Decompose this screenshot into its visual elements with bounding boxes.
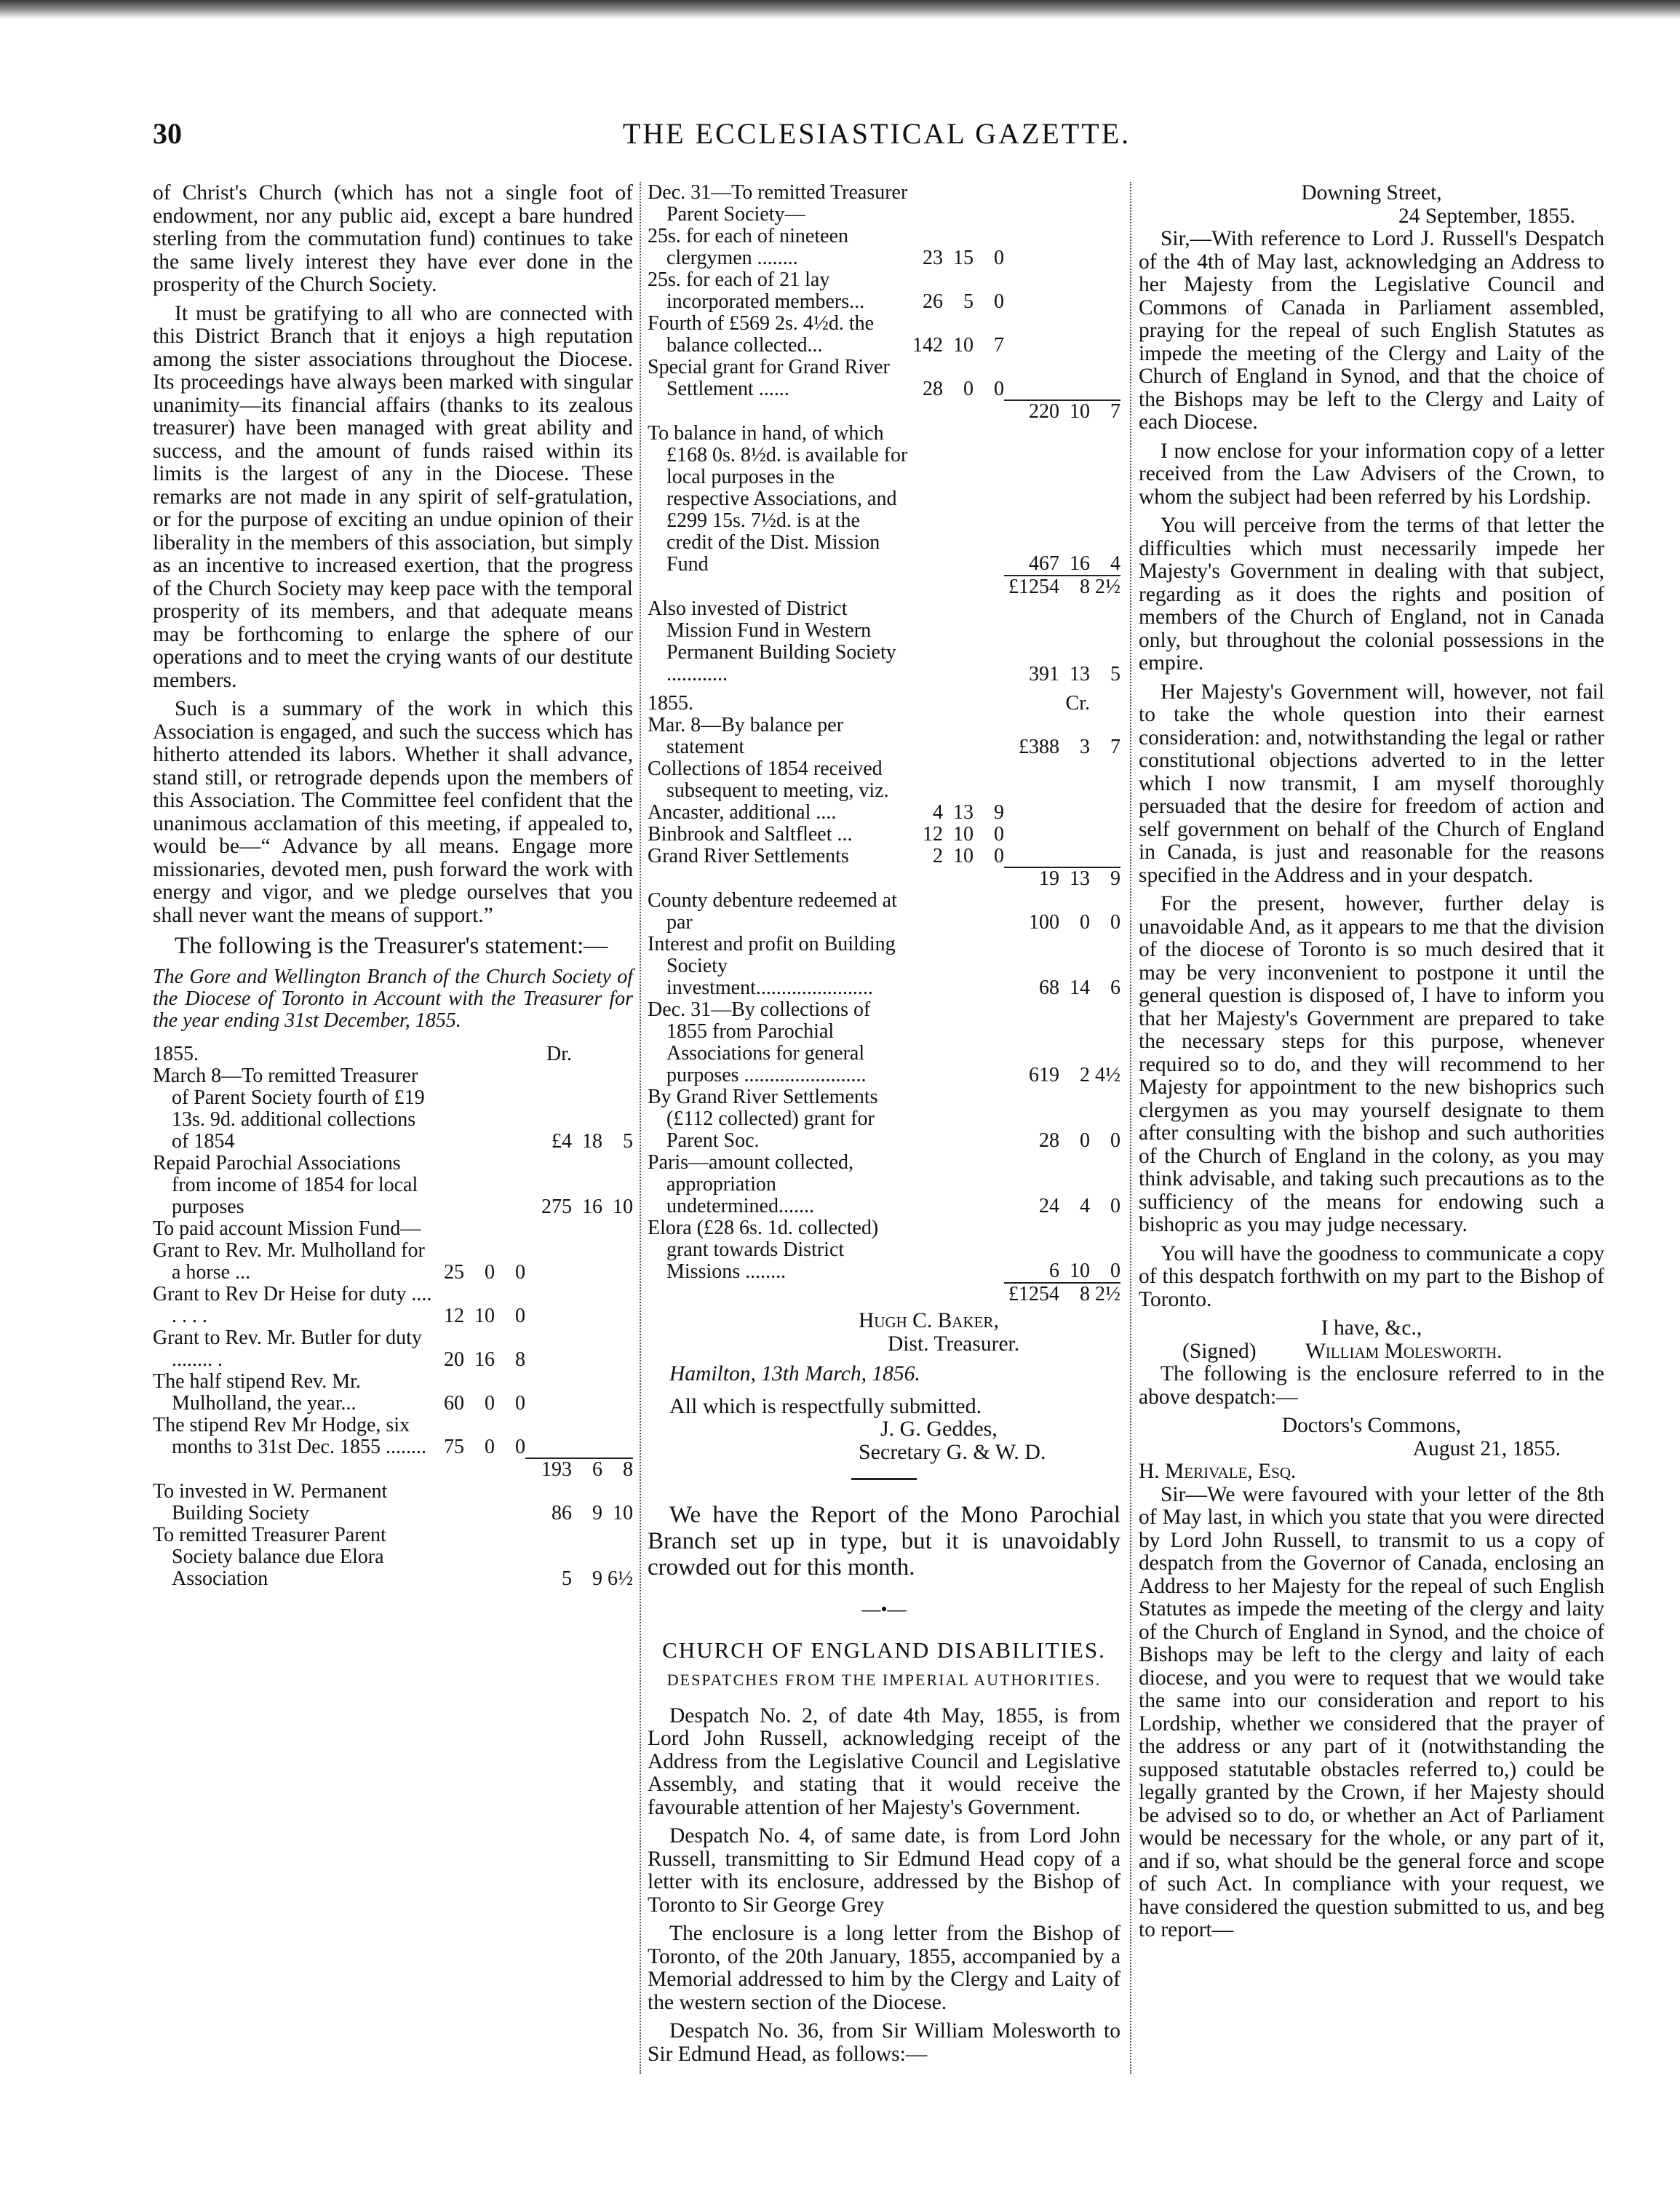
divider (851, 1478, 917, 1480)
paragraph: Despatch No. 4, of same date, is from Lord John Russell, transmitting to Sir Edmund Head copy of a letter with its enclosure, addressed by the Bishop of Toronto to Sir George Grey (648, 1824, 1120, 1917)
ledger-subtotal: 19 13 9 (648, 867, 1120, 890)
ledger-year: 1855. (153, 1043, 199, 1065)
ledger-total: £1254 8 2½ (648, 1283, 1120, 1305)
ledger-cr-label: Cr. (1065, 692, 1090, 715)
paragraph: The following is the Treasurer's statement:— (175, 933, 608, 959)
ledger-row: Special grant for Grand River Settlement ...... 28 0 0 (648, 356, 1004, 400)
account-heading: The Gore and Wellington Branch of the Church Society of the Diocese of Toronto in Account with the Treasurer for the year ending 31st December, 1855. (153, 966, 633, 1032)
debit-ledger-continued (648, 182, 1120, 1305)
ledger-row: Collections of 1854 received subsequent to meeting, viz. (648, 757, 889, 802)
page-number: 30 (153, 117, 182, 150)
column-2 (648, 182, 1120, 2072)
ledger-row: To balance in hand, of which £168 0s. 8½d. is available for local purposes in the respective Associations, and £299 15s. 7½d. is at the credit of the Dist. Mission Fund 467 16 4 (648, 422, 1120, 576)
treasurer-name: Hugh C. Baker, (859, 1309, 999, 1332)
mono-note: We have the Report of the Mono Parochial Branch set up in type, but it is unavoidably crowded out for this month. (648, 1502, 1120, 1580)
letter-closing: I have, &c., (1321, 1316, 1422, 1340)
ledger-row: Interest and profit on Building Society investment....................... 68 14 6 (648, 933, 1120, 999)
ledger-row: Grant to Rev. Mr. Butler for duty ........ . 20 16 8 (153, 1327, 525, 1371)
ornament: —•— (861, 1599, 907, 1620)
ledger-row: Fourth of £569 2s. 4½d. the balance collected... 142 10 7 (648, 312, 1004, 357)
submitted-line: All which is respectfully submitted. (669, 1393, 982, 1418)
ledger-subtotal: 220 10 7 (648, 400, 1120, 423)
secretary-name: J. G. Geddes, (880, 1417, 998, 1441)
ledger-row: Repaid Parochial Associations from income of 1854 for local purposes 275 16 10 (153, 1152, 633, 1218)
paragraph: Her Majesty's Government will, however, not fail to take the whole question into their earnest consideration: and, notwithstanding the legal or rather constitutional objections adverted to in the letter which I now transmit, I am myself thoroughly persuaded that the desire for freedom of action and self government on behalf of the Church of England in Canada, is just and reasonable for the reasons specified in the Address and in your despatch. (1139, 680, 1604, 887)
ledger-row: County debenture redeemed at par 100 0 0 (648, 889, 1120, 934)
signed-label: (Signed) (1182, 1339, 1257, 1363)
column-1 (153, 182, 633, 1590)
ledger-total: £1254 8 2½ (648, 576, 1120, 598)
letter-date: August 21, 1855. (1412, 1436, 1561, 1460)
section-title: CHURCH OF ENGLAND DISABILITIES. (662, 1637, 1106, 1663)
ledger-row: Mar. 8—By balance per statement £388 3 7 (648, 714, 1120, 758)
ledger-row: To invested in W. Permanent Building Society 86 9 10 (153, 1480, 633, 1524)
signature-line (1139, 1340, 1604, 1364)
ledger-row: Binbrook and Saltfleet ... 12 10 0 (648, 823, 1004, 846)
ledger-subtotal: 193 6 8 (153, 1458, 633, 1481)
ledger-row: The half stipend Rev. Mr. Mulholland, the year... 60 0 0 (153, 1370, 525, 1415)
page-header (153, 116, 1601, 160)
addressee: H. Merivale, Esq. (1139, 1460, 1297, 1483)
ledger-row: Paris—amount collected, appropriation undetermined....... 24 4 0 (648, 1151, 1120, 1217)
paragraph: For the present, however, further delay is unavoidable And, as it appears to me that the division of the diocese of Toronto is so much desired that it may be very inconvenient to postpone it until the general question is disposed of, I have to inform you that her Majesty's Government are prepared to take the necessary steps for this purpose, whenever required so to do, and they will recommend to her Majesty for appointment to the new bishoprics such clergymen as you may yourself designate to them after consulting with the bishop and such authorities of the Church of England in the colony, as you may think advisable, and taking such precautions as to the sufficiency of the means for endowing such a bishopric as you may judge necessary. (1139, 892, 1604, 1236)
paragraph: I now enclose for your information copy of a letter received from the Law Advisers of the Crown, to whom the subject had been referred by his Lordship. (1139, 439, 1604, 509)
ledger-row: Dec. 31—To remitted Treasurer Parent Society— (648, 181, 908, 226)
ledger-head (153, 1043, 633, 1065)
secretary-title: Secretary G. & W. D. (859, 1439, 1046, 1464)
paragraph: of Christ's Church (which has not a single foot of endowment, nor any public aid, except a bare hundred sterling from the commutation fund) continues to take the same lively interest they have ever done in the prosperity of the Church Society. (153, 181, 633, 296)
ledger-row: Also invested of District Mission Fund in Western Permanent Building Society ............ 391 13 5 (648, 597, 1120, 685)
ledger-row: 25s. for each of 21 lay incorporated members... 26 5 0 (648, 269, 1004, 313)
section-subtitle: DESPATCHES FROM THE IMPERIAL AUTHORITIES. (666, 1671, 1102, 1689)
paragraph: It must be gratifying to all who are connected with this District Branch that it enjoys a high reputation among the sister associations throughout the Diocese. Its proceedings have always been marked with singular unanimity—its financial affairs (thanks to its zealous treasurer) have been managed with great ability and success, and the amount of funds raised within its limits is the largest of any in the Diocese. These remarks are not made in any spirit of self-gratulation, or for the purpose of exciting an undue opinion of their liberality in the members of this association, but simply as an incentive to increased exertion, that the progress of the Church Society may keep pace with the temporal prosperity of its members, and that adequate means may be forthcoming to enlarge the sphere of our operations and to meet the crying wants of our destitute members. (153, 301, 633, 692)
treasurer-title: Dist. Treasurer. (888, 1332, 1020, 1356)
column-divider (640, 182, 641, 2074)
paragraph: You will have the goodness to communicate a copy of this despatch forthwith on my part to the Bishop of Toronto. (1139, 1241, 1604, 1311)
paragraph: Despatch No. 2, of date 4th May, 1855, is from Lord John Russell, acknowledging receipt of the Address from the Legislative Council and Legislative Assembly, and stating that it would receive the favourable attention of her Majesty's Government. (648, 1703, 1120, 1819)
ledger-row: Dec. 31—By collections of 1855 from Parochial Associations for general purposes ........................ 619 2 4½ (648, 998, 1120, 1086)
column-divider (1130, 182, 1131, 2074)
ledger-row: To remitted Treasurer Parent Society balance due Elora Association 5 9 6½ (153, 1524, 633, 1590)
letter-date: 24 September, 1855. (1398, 204, 1575, 228)
paragraph: Sir,—With reference to Lord J. Russell's Despatch of the 4th of May last, acknowledging an Address to her Majesty from the Legislative Council and Commons of Canada in Parliament assembled, praying for the repeal of such English Statutes as impede the meeting of the Clergy and Laity of the Church of England in Synod, and that the choice of the Bishops may be left to the Clergy and Laity of each Diocese. (1139, 227, 1604, 434)
ledger-row: The stipend Rev Mr Hodge, six months to 31st Dec. 1855 ........ 75 0 0 (153, 1414, 525, 1458)
ledger-dr-label: Dr. (546, 1043, 572, 1065)
debit-ledger (153, 1043, 633, 1590)
column-3 (1139, 182, 1604, 1948)
signer-name: William Molesworth. (1305, 1339, 1502, 1363)
ledger-row: By Grand River Settlements (£112 collected) grant for Parent Soc. 28 0 0 (648, 1086, 1120, 1152)
paragraph: The following is the enclosure referred to in the above despatch:— (1139, 1362, 1604, 1409)
paragraph: Despatch No. 36, from Sir William Molesworth to Sir Edmund Head, as follows:— (648, 2019, 1120, 2066)
ledger-head (648, 685, 1120, 715)
paragraph: The enclosure is a long letter from the Bishop of Toronto, of the 20th January, 1855, accompanied by a Memorial addressed to him by the Clergy and Laity of the western section of the Diocese. (648, 1922, 1120, 2014)
paragraph: Such is a summary of the work in which this Association is engaged, and such the success which has hitherto attended its labors. Whether it shall advance, stand still, or retrograde depends upon the members of this Association. The Committee feel confident that the unanimous acclamation of this meeting, if appealed to, would be—“ Advance by all means. Engage more missionaries, devoted men, push forward the work with energy and vigor, and we pledge ourselves that you shall never want the means of support.” (153, 697, 633, 927)
paragraph: Sir—We were favoured with your letter of the 8th of May last, in which you state that you were directed by Lord John Russell, to transmit to us a copy of despatch from the Governor of Canada, enclosing an Address to her Majesty for the repeal of such English Statutes as impede the meeting of the clergy and laity of the Church of England in Synod, and the choice of Bishops may be left to the clergy and laity of each diocese, and you were to request that we would take the same into our consideration and report to his Lordship, whether we considered that the prayer of the address or any part of it (notwithstanding the supposed statutable obstacles referred to,) could be legally granted by the Crown, if her Majesty should be advised so to do, or whether an Act of Parliament would be necessary for the whole, or any part of it, and if so, what should be the general force and scope of such Act. In compliance with your request, we have considered the question submitted to us, and beg to report— (1139, 1482, 1604, 1941)
dateline: Hamilton, 13th March, 1856. (669, 1362, 920, 1385)
masthead-title: THE ECCLESIASTICAL GAZETTE. (622, 117, 1131, 150)
letter-place: Downing Street, (1301, 181, 1442, 204)
ledger-row: Elora (£28 6s. 1d. collected) grant towards District Missions ........ 6 10 0 (648, 1217, 1120, 1283)
ledger-row: Grand River Settlements 2 10 0 (648, 845, 1004, 867)
ledger-row: March 8—To remitted Treasurer of Parent Society fourth of £19 13s. 9d. additional collections of 1854 £4 18 5 (153, 1065, 633, 1153)
ledger-year: 1855. (648, 692, 693, 715)
ledger-row: To paid account Mission Fund— (153, 1217, 421, 1240)
ledger-row: Ancaster, additional .... 4 13 9 (648, 801, 1004, 824)
ledger-row: Grant to Rev Dr Heise for duty .... . . . . 12 10 0 (153, 1283, 525, 1327)
ledger-row: 25s. for each of nineteen clergymen ........ 23 15 0 (648, 225, 1004, 269)
scan-edge (0, 0, 1680, 19)
ledger-row: Grant to Rev. Mr. Mulholland for a horse ... 25 0 0 (153, 1239, 525, 1284)
paragraph: You will perceive from the terms of that letter the difficulties which must necessarily impede her Majesty's Government in dealing with that subject, regarding as it does the rights and position of members of the Church of England, not in Canada only, but throughout the colonial possessions in the empire. (1139, 514, 1604, 675)
letter-place: Doctors's Commons, (1281, 1414, 1462, 1437)
